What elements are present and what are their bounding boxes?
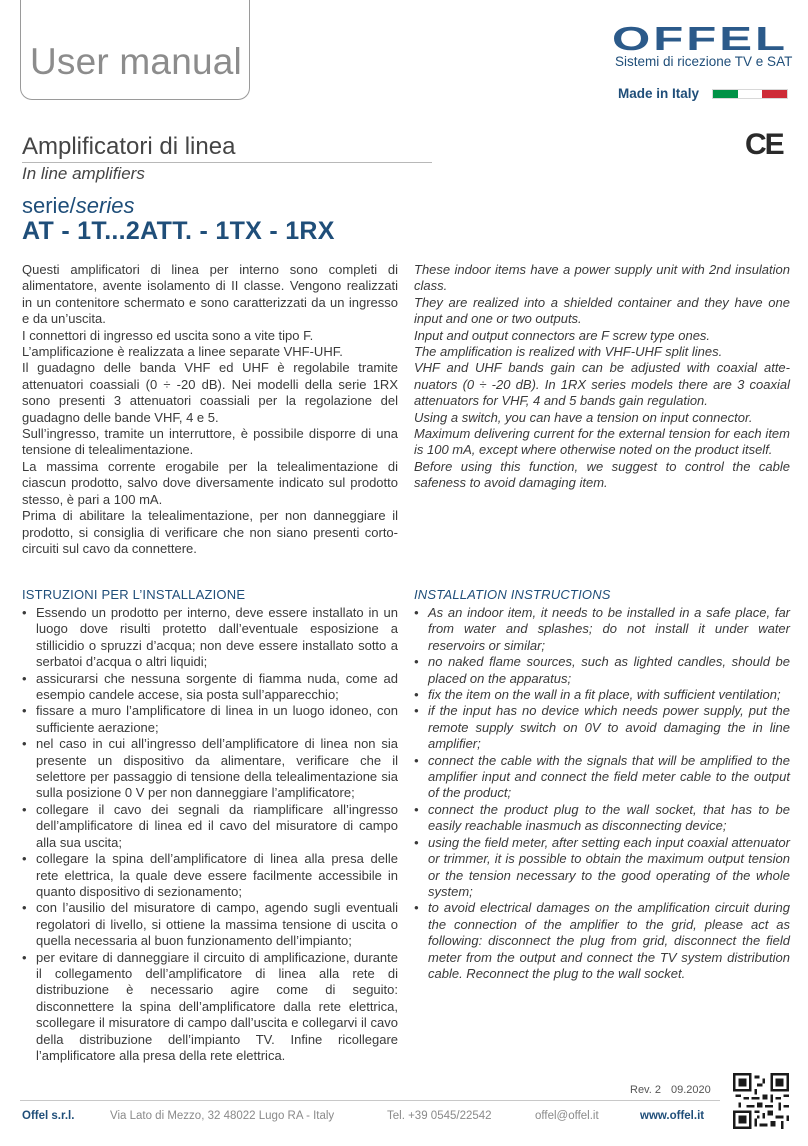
title-english: In line amplifiers <box>22 164 145 183</box>
list-item: • collegare il cavo dei segnali da riamplificare all’ingresso dell’amplificatore di linea ed il cavo del misuratore di campo alla sua uscita; <box>22 802 398 851</box>
footer-email[interactable]: offel@offel.it <box>535 1110 599 1122</box>
intro-paragraph: They are realized into a shielded container and they have one input and one or two outputs. <box>414 294 790 327</box>
intro-paragraph: Il guadagno delle banda VHF ed UHF è regolabile tramite attenuatori coassiali (0 ÷ -20 dB). Nei modelli della serie 1RX sono presenti 3 attenuatori coassiali per la regolazione del guadagno delle bande VHF, 4 e 5. <box>22 360 398 425</box>
title-italian: Amplificatori di linea <box>22 133 236 160</box>
intro-paragraph: L’amplificazione è realizzata a linee separate VHF-UHF. <box>22 344 343 360</box>
models-title: AT - 1T...2ATT. - 1TX - 1RX <box>22 217 335 245</box>
intro-english <box>414 262 790 492</box>
footer <box>22 1110 722 1122</box>
intro-italian <box>22 262 398 557</box>
intro-paragraph: La massima corrente erogabile per la telealimentazione di ciascun prodotto, salvo dove diversamente indicato sul prodotto stesso, è pari a 100 mA. <box>22 458 398 507</box>
intro-paragraph: Using a switch, you can have a tension on input connector. <box>414 409 753 425</box>
svg-text:OFFEL: OFFEL <box>612 22 788 57</box>
installation-list-english <box>414 605 790 982</box>
brand-tagline: Sistemi di ricezione TV e SAT <box>615 54 793 69</box>
list-item: • assicurarsi che nessuna sorgente di fiamma nuda, come ad esempio candele accese, sia posta sull’apparecchio; <box>22 671 398 704</box>
list-item: • no naked flame sources, such as lighted candles, should be placed on the apparatus; <box>414 654 790 687</box>
made-in-italy-label: Made in Italy <box>618 86 700 101</box>
list-item: • to avoid electrical damages on the amplification circuit during the connection of the amplifier to the grid, please act as following: disconnect the plug from grid, disconnect the field meter from the output and connect the TV system distribution cable. Reconnect the plug to the wall socket. <box>414 900 790 982</box>
list-item: • nel caso in cui all’ingresso dell’amplificatore di linea non sia presente un dispositivo da alimentare, verificare che il selettore per passaggio di tensione della telealimentazione sia sulla posizione 0 V per non danneggiare l’amplificatore; <box>22 736 398 802</box>
footer-website[interactable]: www.offel.it <box>640 1110 705 1122</box>
footer-address: Via Lato di Mezzo, 32 48022 Lugo RA - Italy <box>110 1110 335 1122</box>
revision-info: Rev. 2 09.2020 <box>630 1084 711 1096</box>
intro-paragraph: Questi amplificatori di linea per interno sono completi di alimentatore, avente isolamento di II classe. Vengono realizzati in un contenitore schermato e sono caratterizzati da un ingresso e da un’uscita. <box>22 262 398 327</box>
ce-mark: CE <box>745 128 783 161</box>
list-item: • using the field meter, after setting each input coaxial attenuator or trimmer, it is possible to obtain the maximum output tension or the tension necessary to the good operating of the whole system; <box>414 835 790 901</box>
list-item: • connect the product plug to the wall socket, that has to be easily reachable inasmuch as disconnecting device; <box>414 802 790 835</box>
list-item: • connect the cable with the signals that will be amplified to the amplifier input and connect the field meter cable to the output of the product; <box>414 753 790 802</box>
intro-paragraph: Input and output connectors are F screw type ones. <box>414 327 711 343</box>
intro-paragraph: The amplification is realized with VHF-UHF split lines. <box>414 344 723 360</box>
intro-paragraph: Sull’ingresso, tramite un interruttore, è possibile disporre di una tensione di telealimentazione. <box>22 426 398 458</box>
series-label: serie/series <box>22 193 135 218</box>
list-item: • con l’ausilio del misuratore di campo, agendo sugli eventuali regolatori di livello, si ottiene la massima tensione di uscita o quella necessaria al buon funzionamento dell’impianto; <box>22 900 398 949</box>
intro-paragraph: VHF and UHF bands gain can be adjusted with coaxial atte-nuators (0 ÷ -20 dB). In 1RX series models there are 3 coaxial attenuators for VHF, 4 and 5 bands gain regulation. <box>414 360 790 409</box>
intro-paragraph: Prima di abilitare la telealimentazione, per non danneggiare il prodotto, si consiglia di verificare che non siano presenti corto-circuiti sul cavo da connettere. <box>22 508 398 556</box>
footer-divider <box>20 1100 720 1101</box>
list-item: • As an indoor item, it needs to be installed in a safe place, far from water and splashes; do not install it under water reservoirs or similar; <box>414 605 790 654</box>
list-item: • Essendo un prodotto per interno, deve essere installato in un luogo dove risulti protetto dall’eventuale esposizione a stillicidio o spruzzi d’acqua; non deve essere installato sotto a serbatoi d’acqua o altri liquidi; <box>22 605 398 671</box>
title-divider <box>22 162 432 163</box>
installation-list-italian <box>22 605 398 1064</box>
footer-phone: Tel. +39 0545/22542 <box>387 1110 492 1122</box>
list-item: • per evitare di danneggiare il circuito di amplificazione, durante il collegamento dell’amplificatore di linea alla rete di distribuzione è necessario agire come di seguito: disconnettere la spina dell’amplificatore dalla rete elettrica, scollegare il misuratore di campo dall’uscita e collegarvi il cavo della distribuzione dell’impianto TV. Infine ricollegare l’amplificatore alla presa della rete elettrica. <box>22 950 398 1065</box>
list-item: • collegare la spina dell’amplificatore di linea alla presa delle rete elettrica, la quale deve essere facilmente accessibile in quanto dispositivo di sezionamento; <box>22 851 398 900</box>
intro-paragraph: These indoor items have a power supply unit with 2nd insulation class. <box>414 262 790 294</box>
footer-company: Offel s.r.l. <box>22 1110 75 1122</box>
intro-paragraph: I connettori di ingresso ed uscita sono a vite tipo F. <box>22 327 314 343</box>
list-item: • if the input has no device which needs power supply, put the remote supply switch on 0V to avoid damaging the in line amplifier; <box>414 703 790 752</box>
italian-flag-icon <box>712 89 788 99</box>
doc-type-label: User manual <box>30 41 242 82</box>
installation-heading-italian: ISTRUZIONI PER L’INSTALLAZIONE <box>22 587 246 602</box>
intro-paragraph: Maximum delivering current for the external tension for each item is 100 mA, except where otherwise noted on the product itself. <box>414 426 790 458</box>
intro-paragraph: Before using this function, we suggest to control the cable safeness to avoid damaging item. <box>414 458 790 491</box>
qr-code-icon <box>733 1073 789 1129</box>
installation-heading-english: INSTALLATION INSTRUCTIONS <box>414 587 611 602</box>
list-item: • fissare a muro l’amplificatore di linea in un luogo idoneo, con sufficiente aerazione; <box>22 703 398 736</box>
list-item: • fix the item on the wall in a fit place, with sufficient ventilation; <box>414 687 790 703</box>
